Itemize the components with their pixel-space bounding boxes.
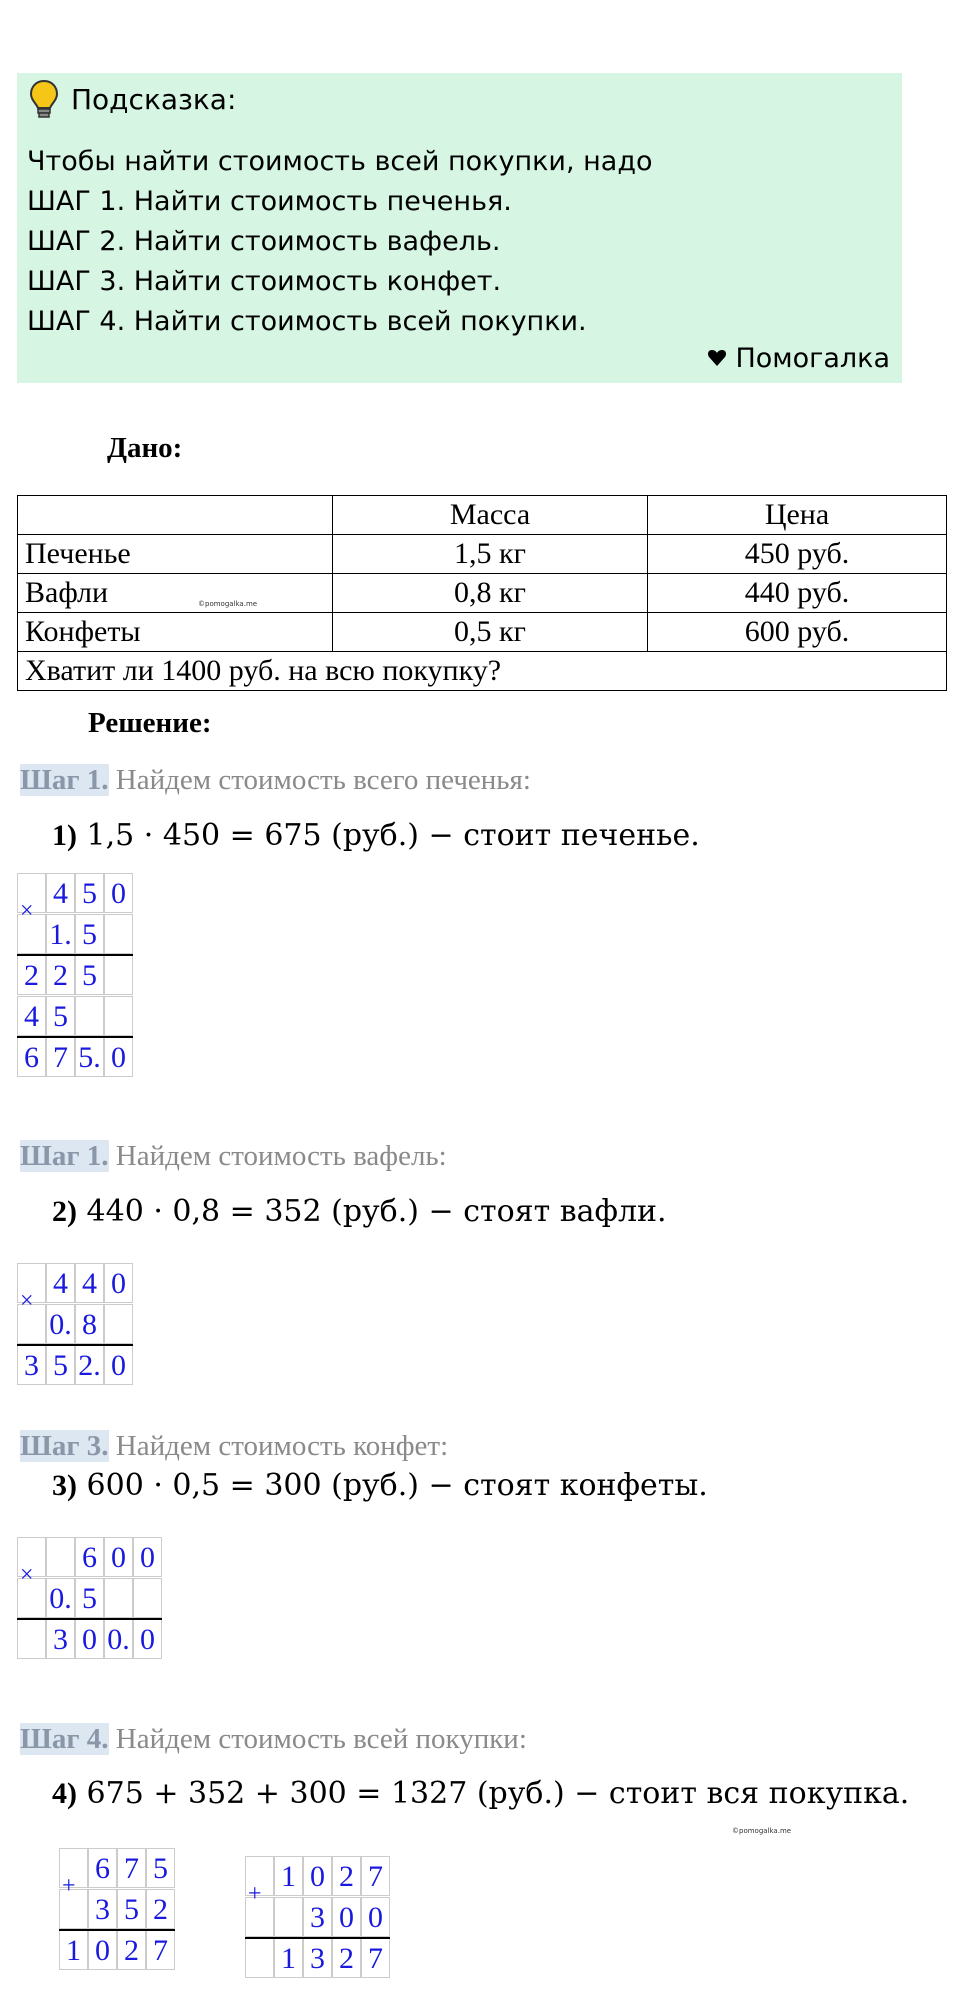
question-cell: Хватит ли 1400 руб. на всю покупку? bbox=[18, 652, 947, 691]
digit-cell: 2 bbox=[146, 1889, 175, 1929]
operator-sign: × bbox=[20, 897, 34, 924]
digit-cell: 6 bbox=[88, 1848, 117, 1888]
step-heading-3 bbox=[20, 1430, 448, 1463]
digit-cell: 0. bbox=[104, 1619, 133, 1659]
hint-title: Подсказка: bbox=[71, 83, 237, 116]
equation-4 bbox=[52, 1776, 909, 1811]
hint-step-label: ШАГ 3. bbox=[27, 266, 126, 297]
digit-cell: 5 bbox=[46, 1345, 75, 1385]
equation-text: 600 · 0,5 = 300 (руб.) − стоят конфеты. bbox=[77, 1468, 708, 1503]
digit-cell bbox=[104, 1304, 133, 1344]
digit-cell: 7 bbox=[361, 1856, 390, 1896]
digit-cell: 2 bbox=[332, 1856, 361, 1896]
operator-sign: + bbox=[248, 1880, 262, 1907]
digit-cell: 7 bbox=[146, 1930, 175, 1970]
digit-cell bbox=[104, 955, 133, 995]
table-header-cell: Цена bbox=[648, 496, 947, 535]
digit-cell: 0 bbox=[133, 1537, 162, 1577]
table-cell: 0,5 кг bbox=[333, 613, 648, 652]
digit-cell: 5 bbox=[117, 1889, 146, 1929]
digit-cell: 1. bbox=[46, 914, 75, 954]
step-text: Найдем стоимость вафель: bbox=[108, 1140, 447, 1172]
digit-cell: 4 bbox=[46, 873, 75, 913]
step-label: Шаг 1. bbox=[20, 764, 109, 796]
hint-box bbox=[17, 73, 902, 383]
given-heading: Дано: bbox=[107, 432, 183, 464]
digit-cell bbox=[104, 996, 133, 1036]
step-text: Найдем стоимость всего печенья: bbox=[108, 764, 531, 796]
digit-cell: 4 bbox=[75, 1263, 104, 1303]
digit-cell: 0. bbox=[46, 1304, 75, 1344]
digit-cell: 0 bbox=[361, 1897, 390, 1937]
operator-sign: + bbox=[62, 1872, 76, 1899]
digit-cell: 0 bbox=[303, 1856, 332, 1896]
result-line bbox=[245, 1937, 390, 1939]
table-cell: 440 руб. bbox=[648, 574, 947, 613]
digit-cell: 0 bbox=[104, 1263, 133, 1303]
table-cell: Вафли bbox=[18, 574, 333, 613]
lightbulb-icon bbox=[29, 79, 59, 121]
step-label: Шаг 1. bbox=[20, 1140, 109, 1172]
digit-cell: 1 bbox=[274, 1938, 303, 1978]
digit-cell: 5 bbox=[75, 873, 104, 913]
table-header-cell bbox=[18, 496, 333, 535]
digit-cell: 0 bbox=[133, 1619, 162, 1659]
digit-cell bbox=[133, 1578, 162, 1618]
digit-cell: 2 bbox=[17, 955, 46, 995]
digit-cell: 3 bbox=[303, 1938, 332, 1978]
hint-step-label: ШАГ 4. bbox=[27, 306, 126, 337]
digit-cell: 7 bbox=[117, 1848, 146, 1888]
equation-number: 2) bbox=[52, 1195, 77, 1228]
result-line bbox=[17, 1344, 133, 1346]
digit-cell: 0 bbox=[104, 1345, 133, 1385]
digit-cell: 0 bbox=[75, 1619, 104, 1659]
digit-cell bbox=[245, 1938, 274, 1978]
table-row bbox=[18, 574, 947, 613]
digit-cell: 6 bbox=[75, 1537, 104, 1577]
digit-cell: 3 bbox=[88, 1889, 117, 1929]
equation-number: 4) bbox=[52, 1777, 77, 1810]
digit-cell: 5 bbox=[75, 1578, 104, 1618]
equation-text: 1,5 · 450 = 675 (руб.) − стоит печенье. bbox=[77, 818, 700, 853]
table-cell: 450 руб. bbox=[648, 535, 947, 574]
digit-cell: 1 bbox=[59, 1930, 88, 1970]
hint-step-3 bbox=[27, 266, 501, 297]
equation-text: 440 · 0,8 = 352 (руб.) − стоят вафли. bbox=[77, 1194, 667, 1229]
digit-cell: 5. bbox=[75, 1037, 104, 1077]
table-header-cell: Масса bbox=[333, 496, 648, 535]
hint-step-text: Найти стоимость печенья. bbox=[125, 186, 512, 217]
digit-cell: 3 bbox=[17, 1345, 46, 1385]
digit-cell: 5 bbox=[75, 955, 104, 995]
hint-step-2 bbox=[27, 226, 501, 257]
digit-cell bbox=[104, 914, 133, 954]
digit-cell: 5 bbox=[46, 996, 75, 1036]
digit-cell bbox=[104, 1578, 133, 1618]
table-cell: 1,5 кг bbox=[333, 535, 648, 574]
table-row bbox=[18, 535, 947, 574]
digit-cell bbox=[75, 996, 104, 1036]
equation-2 bbox=[52, 1194, 667, 1229]
equation-1 bbox=[52, 818, 700, 853]
digit-cell: 7 bbox=[46, 1037, 75, 1077]
given-table bbox=[17, 495, 947, 691]
digit-cell: 0 bbox=[104, 873, 133, 913]
digit-cell: 6 bbox=[17, 1037, 46, 1077]
digit-cell: 2 bbox=[332, 1938, 361, 1978]
heart-icon bbox=[707, 348, 727, 368]
hint-step-text: Найти стоимость всей покупки. bbox=[125, 306, 587, 337]
digit-cell: 3 bbox=[46, 1619, 75, 1659]
digit-cell: 0. bbox=[46, 1578, 75, 1618]
watermark: ©pomogalka.me bbox=[732, 1827, 792, 1835]
digit-cell: 5 bbox=[75, 914, 104, 954]
digit-cell: 7 bbox=[361, 1938, 390, 1978]
hint-step-4 bbox=[27, 306, 587, 337]
equation-3 bbox=[52, 1468, 708, 1503]
table-row bbox=[18, 652, 947, 691]
equation-text: 675 + 352 + 300 = 1327 (руб.) − стоит вся покупка. bbox=[77, 1776, 910, 1811]
step-text: Найдем стоимость всей покупки: bbox=[108, 1723, 527, 1755]
table-row bbox=[18, 613, 947, 652]
digit-cell: 0 bbox=[104, 1037, 133, 1077]
watermark: ©pomogalka.me bbox=[198, 600, 258, 608]
digit-cell: 0 bbox=[104, 1537, 133, 1577]
digit-cell: 8 bbox=[75, 1304, 104, 1344]
table-cell: 0,8 кг bbox=[333, 574, 648, 613]
table-cell: 600 руб. bbox=[648, 613, 947, 652]
digit-cell: 0 bbox=[88, 1930, 117, 1970]
step-heading-4 bbox=[20, 1723, 527, 1756]
table-cell: Конфеты bbox=[18, 613, 333, 652]
result-line bbox=[17, 1036, 133, 1038]
hint-step-text: Найти стоимость вафель. bbox=[125, 226, 501, 257]
table-cell: Печенье bbox=[18, 535, 333, 574]
digit-cell: 2 bbox=[117, 1930, 146, 1970]
digit-cell: 2 bbox=[46, 955, 75, 995]
hint-step-label: ШАГ 2. bbox=[27, 226, 126, 257]
step-label: Шаг 4. bbox=[20, 1723, 109, 1755]
step-label: Шаг 3. bbox=[20, 1430, 109, 1462]
hint-step-label: ШАГ 1. bbox=[27, 186, 126, 217]
step-heading-2 bbox=[20, 1140, 447, 1173]
digit-cell: 2. bbox=[75, 1345, 104, 1385]
equation-number: 1) bbox=[52, 819, 77, 852]
digit-cell: 5 bbox=[146, 1848, 175, 1888]
hint-step-1 bbox=[27, 186, 512, 217]
digit-cell bbox=[46, 1537, 75, 1577]
solution-heading: Решение: bbox=[88, 707, 212, 739]
hint-intro: Чтобы найти стоимость всей покупки, надо bbox=[27, 146, 653, 177]
result-line bbox=[59, 1929, 175, 1931]
digit-cell: 1 bbox=[274, 1856, 303, 1896]
hint-brand bbox=[707, 343, 890, 374]
operator-sign: × bbox=[20, 1561, 34, 1588]
hint-step-text: Найти стоимость конфет. bbox=[125, 266, 502, 297]
step-text: Найдем стоимость конфет: bbox=[108, 1430, 449, 1462]
digit-cell: 4 bbox=[46, 1263, 75, 1303]
step-heading-1 bbox=[20, 764, 531, 797]
digit-cell bbox=[17, 1619, 46, 1659]
table-header-row bbox=[18, 496, 947, 535]
digit-cell: 3 bbox=[303, 1897, 332, 1937]
equation-number: 3) bbox=[52, 1469, 77, 1502]
result-line bbox=[17, 1618, 162, 1620]
brand-label: Помогалка bbox=[735, 343, 890, 374]
digit-cell: 4 bbox=[17, 996, 46, 1036]
operator-sign: × bbox=[20, 1287, 34, 1314]
digit-cell: 0 bbox=[332, 1897, 361, 1937]
digit-cell bbox=[274, 1897, 303, 1937]
result-line bbox=[17, 954, 133, 956]
